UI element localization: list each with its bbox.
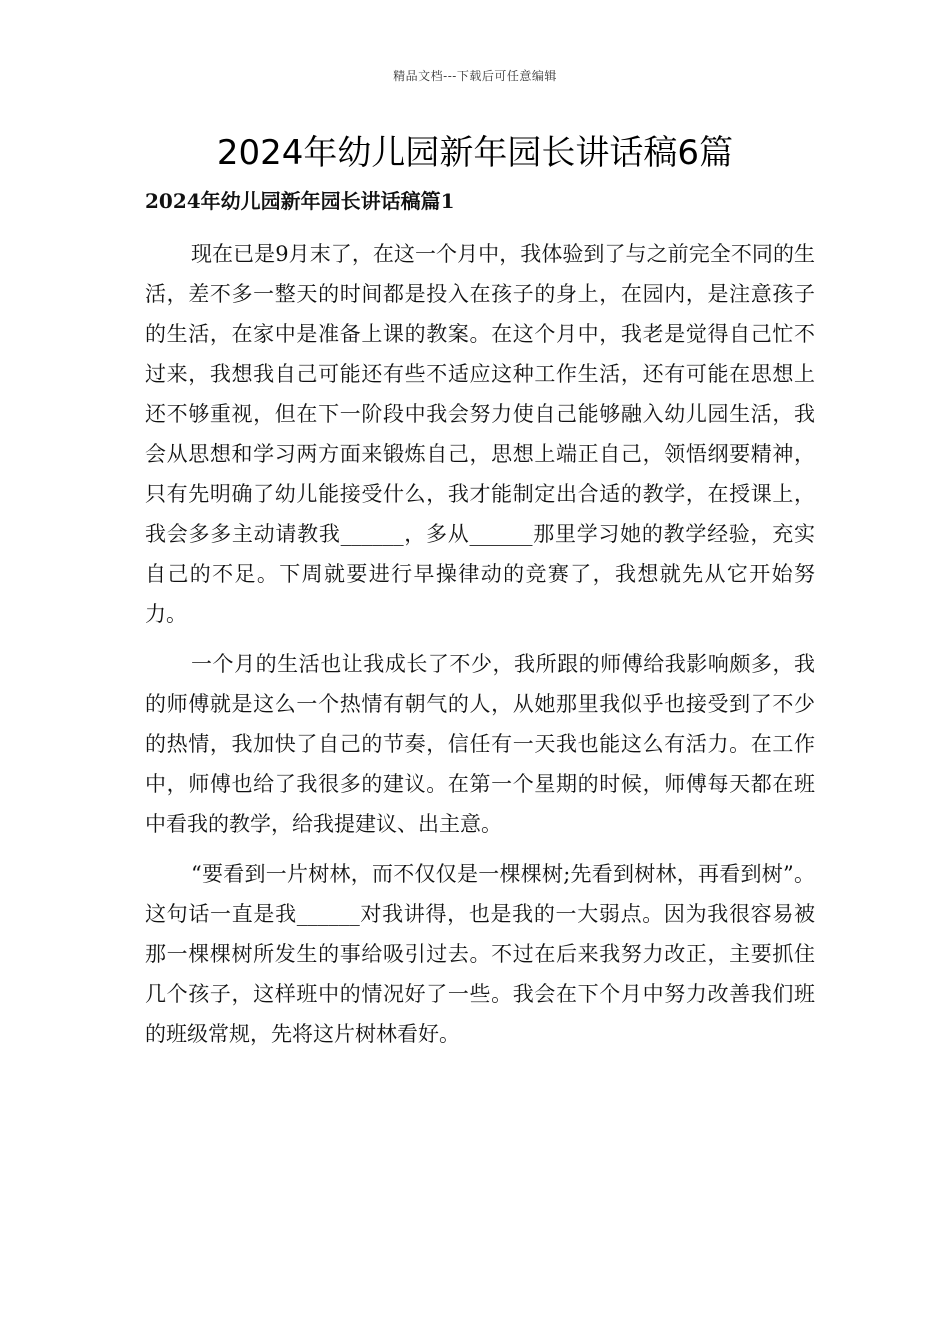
- section-heading: 2024年幼儿园新年园长讲话稿篇1: [145, 189, 455, 213]
- document-title: 2024年幼儿园新年园长讲话稿6篇: [216, 133, 734, 173]
- paragraph-1: 现在已是9月末了，在这一个月中，我体验到了与之前完全不同的生活，差不多一整天的时间都是投入在孩子的身上，在园内，是注意孩子的生活，在家中是准备上课的教案。在这个月中，我老是觉得自己忙不过来，我想我自己可能还有些不适应这种工作生活，还有可能在思想上还不够重视，但在下一阶段中我会努力使自己能够融入幼儿园生活，我会从思想和学习两方面来锻炼自己，思想上端正自己，领悟纲要精神，只有先明确了幼儿能接受什么，我才能制定出合适的教学，在授课上，我会多多主动请教我______，多从______那里学习她的教学经验，充实自己的不足。下周就要进行早操律动的竞赛了，我想就先从它开始努力。: [145, 242, 815, 626]
- paragraph-2: 一个月的生活也让我成长了不少，我所跟的师傅给我影响颇多，我的师傅就是这么一个热情有朝气的人，从她那里我似乎也接受到了不少的热情，我加快了自己的节奏，信任有一天我也能这么有活力。在工作中，师傅也给了我很多的建议。在第一个星期的时候，师傅每天都在班中看我的教学，给我提建议、出主意。: [145, 652, 815, 836]
- paragraph-3: “要看到一片树林，而不仅仅是一棵棵树;先看到树林，再看到树”。这句话一直是我______对我讲得，也是我的一大弱点。因为我很容易被那一棵棵树所发生的事给吸引过去。不过在后来我努力改正，主要抓住几个孩子，这样班中的情况好了一些。我会在下个月中努力改善我们班的班级常规，先将这片树林看好。: [145, 862, 815, 1046]
- header-note: 精品文档---下载后可任意编辑: [393, 69, 557, 83]
- document-body: [145, 234, 815, 1054]
